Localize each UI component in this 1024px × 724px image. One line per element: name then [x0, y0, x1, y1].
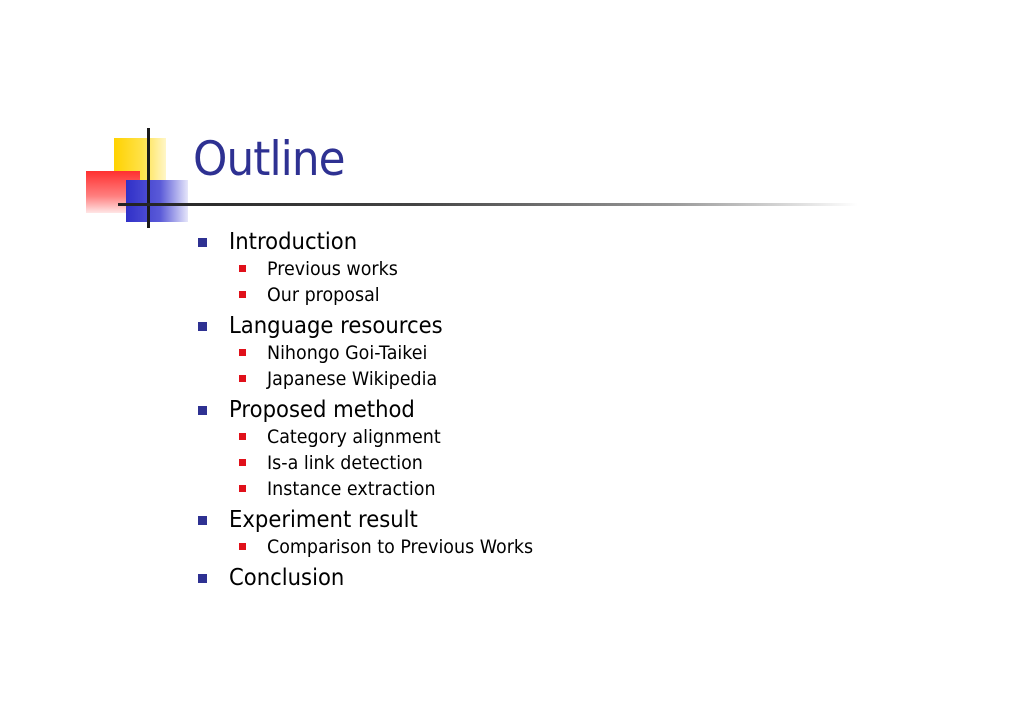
- outline-subitem: Instance extraction: [267, 478, 436, 500]
- outline-subitem: Nihongo Goi-Taikei: [267, 342, 428, 364]
- outline-item-conclusion: Conclusion: [229, 565, 345, 591]
- bullet-square-icon: [239, 375, 246, 382]
- list-item: [198, 226, 898, 254]
- list-item: [239, 340, 898, 366]
- list-item: [198, 394, 898, 422]
- outline-item-language-resources: Language resources: [229, 313, 443, 339]
- bullet-square-icon: [198, 574, 207, 583]
- bullet-square-icon: [239, 433, 246, 440]
- bullet-square-icon: [239, 291, 246, 298]
- list-item: [239, 476, 898, 502]
- bullet-square-icon: [239, 349, 246, 356]
- bullet-square-icon: [239, 265, 246, 272]
- horizontal-rule: [118, 203, 858, 206]
- outline-subitem: Category alignment: [267, 426, 441, 448]
- list-item: [239, 282, 898, 308]
- list-item: [239, 256, 898, 282]
- bullet-square-icon: [198, 406, 207, 415]
- bullet-square-icon: [198, 322, 207, 331]
- bullet-square-icon: [239, 543, 246, 550]
- outline-subitem: Previous works: [267, 258, 398, 280]
- outline-list: [198, 226, 898, 590]
- list-item: [239, 450, 898, 476]
- list-item: [198, 504, 898, 532]
- list-item: [198, 310, 898, 338]
- bullet-square-icon: [198, 238, 207, 247]
- outline-subitem: Is-a link detection: [267, 452, 423, 474]
- outline-subitem: Our proposal: [267, 284, 380, 306]
- vertical-rule: [147, 128, 150, 228]
- bullet-square-icon: [198, 516, 207, 525]
- list-item: [239, 366, 898, 392]
- bullet-square-icon: [239, 485, 246, 492]
- outline-subitem: Comparison to Previous Works: [267, 536, 534, 558]
- bullet-square-icon: [239, 459, 246, 466]
- outline-item-experiment-result: Experiment result: [229, 507, 418, 533]
- list-item: [198, 562, 898, 590]
- slide-title: Outline: [193, 132, 345, 187]
- list-item: [239, 534, 898, 560]
- list-item: [239, 424, 898, 450]
- outline-item-introduction: Introduction: [229, 229, 358, 255]
- outline-subitem: Japanese Wikipedia: [267, 368, 438, 390]
- blue-square-decoration: [126, 180, 188, 222]
- outline-item-proposed-method: Proposed method: [229, 397, 415, 423]
